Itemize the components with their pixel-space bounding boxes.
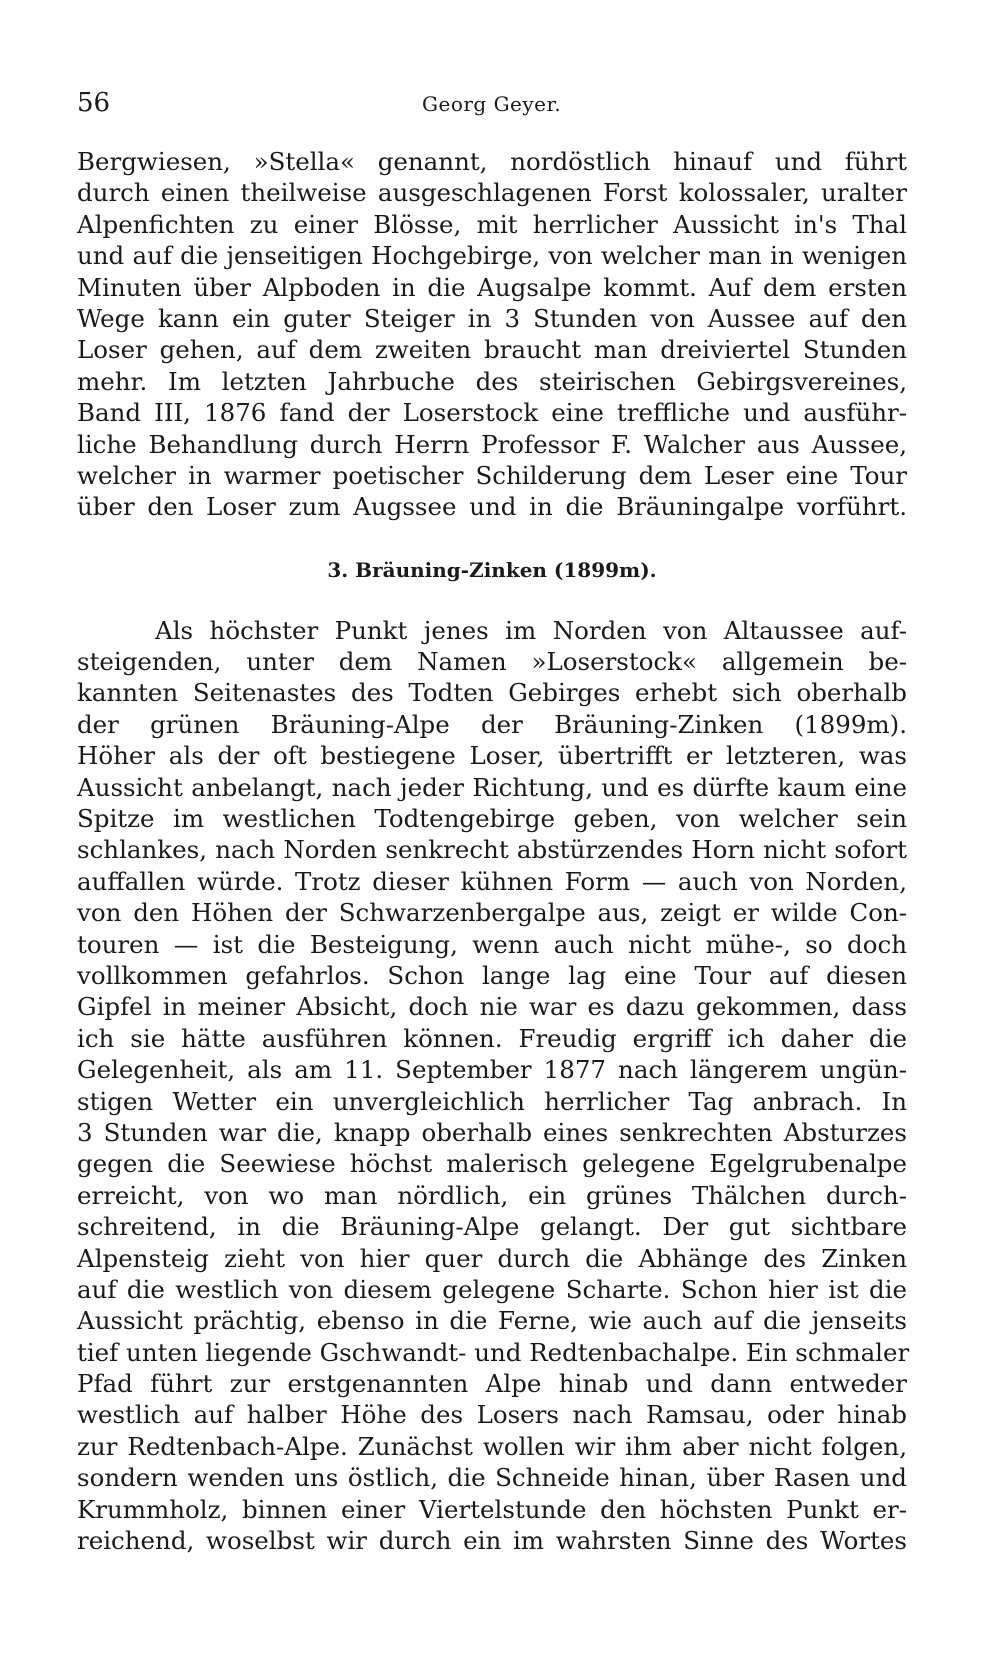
running-head: Georg Geyer.: [422, 92, 562, 116]
text-line: Als höchster Punkt jenes im Norden von Altaussee auf-: [155, 615, 907, 645]
paragraph-1: [77, 146, 907, 523]
text-line: Aussicht prächtig, ebenso in die Ferne, wie auch auf die jenseits: [77, 1306, 907, 1336]
text-line: liche Behandlung durch Herrn Professor F. Walcher aus Aussee,: [77, 429, 907, 459]
text-line: stigen Wetter ein unvergleichlich herrlicher Tag anbrach. In: [77, 1086, 907, 1116]
text-line: Gelegenheit, als am 11. September 1877 nach längerem ungün-: [77, 1055, 907, 1085]
text-line: auffallen würde. Trotz dieser kühnen Form — auch von Norden,: [77, 866, 907, 896]
text-line: Band III, 1876 fand der Loserstock eine treffliche und ausführ-: [77, 398, 907, 428]
text-line: steigenden, unter dem Namen »Loserstock« allgemein be-: [77, 647, 907, 677]
text-line: der grünen Bräuning-Alpe der Bräuning-Zinken (1899m).: [77, 709, 907, 739]
text-line: Alpensteig zieht von hier quer durch die Abhänge des Zinken: [77, 1243, 907, 1273]
section-heading: 3. Bräuning-Zinken (1899m).: [327, 557, 657, 582]
text-line: Bergwiesen, »Stella« genannt, nordöstlich hinauf und führt: [77, 147, 907, 176]
text-line: 3 Stunden war die, knapp oberhalb eines senkrechten Absturzes: [77, 1117, 907, 1147]
text-line: ich sie hätte ausführen können. Freudig ergriff ich daher die: [77, 1023, 907, 1053]
text-line: Gipfel in meiner Absicht, doch nie war es dazu gekommen, dass: [77, 992, 907, 1022]
text-line: gegen die Seewiese höchst malerisch gelegene Egelgrubenalpe: [77, 1149, 907, 1179]
text-line: mehr. Im letzten Jahrbuche des steirischen Gebirgsvereines,: [77, 366, 907, 396]
text-line: Spitze im westlichen Todtengebirge geben, von welcher sein: [77, 804, 907, 834]
text-line: auf die westlich von diesem gelegene Scharte. Schon hier ist die: [77, 1274, 907, 1304]
text-line: touren — ist die Besteigung, wenn auch nicht mühe-, so doch: [77, 929, 907, 959]
text-line: Minuten über Alpboden in die Augsalpe kommt. Auf dem ersten: [77, 272, 907, 302]
text-line: Krummholz, binnen einer Viertelstunde den höchsten Punkt er-: [77, 1494, 907, 1524]
text-line: Aussicht anbelangt, nach jeder Richtung, und es dürfte kaum eine: [77, 772, 907, 802]
text-line: sondern wenden uns östlich, die Schneide hinan, über Rasen und: [77, 1463, 907, 1493]
text-line: Alpenfichten zu einer Blösse, mit herrlicher Aussicht in's Thal: [77, 209, 907, 239]
text-line: schreitend, in die Bräuning-Alpe gelangt. Der gut sichtbare: [77, 1212, 907, 1242]
text-line: vollkommen gefahrlos. Schon lange lag eine Tour auf diesen: [77, 960, 907, 990]
paragraph-2: [77, 615, 910, 1557]
text-line: Wege kann ein guter Steiger in 3 Stunden von Aussee auf den: [77, 303, 907, 333]
text-line: Loser gehen, auf dem zweiten braucht man dreiviertel Stunden: [77, 335, 907, 365]
text-line: Höher als der oft bestiegene Loser, übertrifft er letzteren, was: [77, 741, 907, 771]
body-text: [77, 146, 910, 1556]
text-line: westlich auf halber Höhe des Losers nach Ramsau, oder hinab: [77, 1400, 907, 1430]
text-line: tief unten liegende Gschwandt- und Redtenbachalpe. Ein schmaler: [77, 1337, 910, 1367]
text-line: schlankes, nach Norden senkrecht abstürzendes Horn nicht sofort: [77, 835, 907, 865]
text-line: durch einen theilweise ausgeschlagenen Forst kolossaler, uralter: [77, 178, 907, 208]
text-line: zur Redtenbach-Alpe. Zunächst wollen wir ihm aber nicht folgen,: [77, 1431, 907, 1461]
text-line: erreicht, von wo man nördlich, ein grünes Thälchen durch-: [77, 1180, 907, 1210]
text-line: Pfad führt zur erstgenannten Alpe hinab und dann entweder: [77, 1369, 907, 1399]
text-line: kannten Seitenastes des Todten Gebirges erhebt sich oberhalb: [77, 678, 907, 708]
text-line: und auf die jenseitigen Hochgebirge, von welcher man in wenigen: [77, 241, 907, 271]
text-line: von den Höhen der Schwarzenbergalpe aus, zeigt er wilde Con-: [77, 898, 907, 928]
text-line: welcher in warmer poetischer Schilderung dem Leser eine Tour: [77, 460, 907, 490]
page-header: [77, 88, 907, 128]
page-number: 56: [77, 88, 111, 118]
text-line: reichend, woselbst wir durch ein im wahrsten Sinne des Wortes: [77, 1526, 907, 1556]
text-line: über den Loser zum Augssee und in die Bräuningalpe vorführt.: [77, 492, 907, 522]
